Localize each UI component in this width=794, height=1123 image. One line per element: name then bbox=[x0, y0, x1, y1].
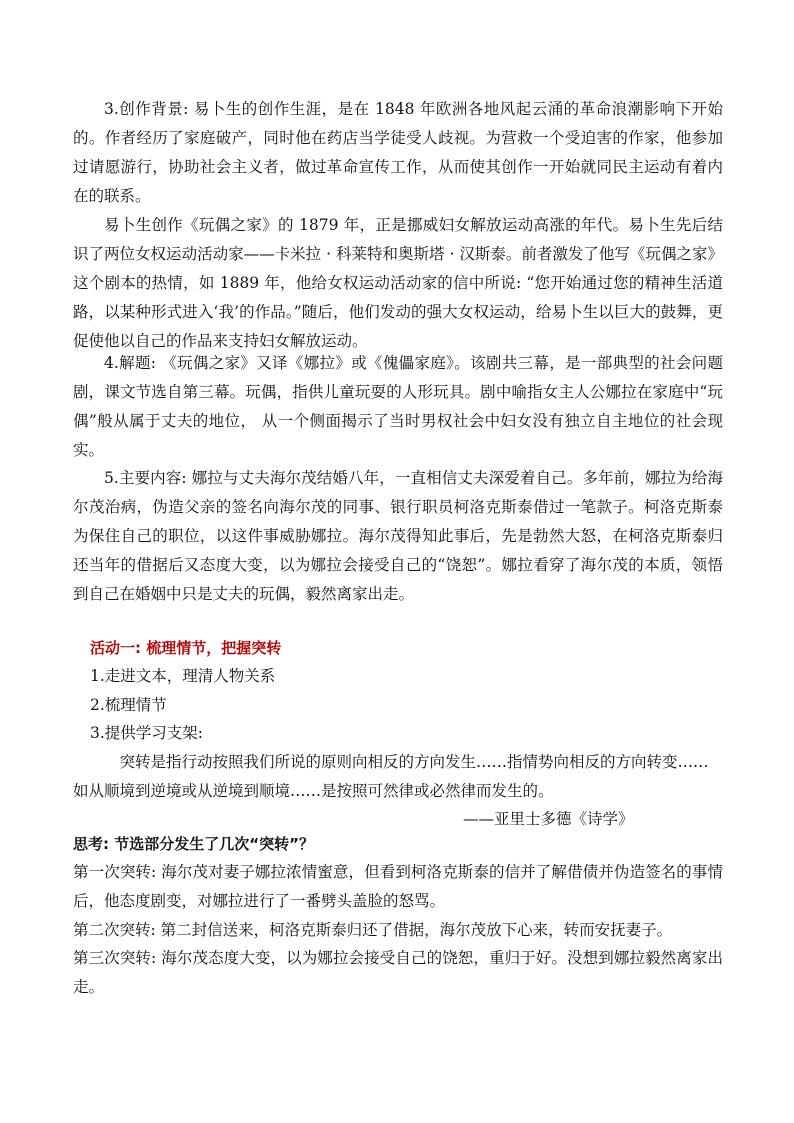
paragraph-creation-context: 易卜生创作《玩偶之家》的 1879 年，正是挪威妇女解放运动高涨的年代。易卜生先后结识了两位女权运动活动家——卡米拉 · 科莱特和奥斯塔 · 汉斯泰。前者激发了他写《玩偶之家》这个剧本的热情，如 1889 年，他给女权运动活动家的信中所说: “您开始通过您的精神生活道路，以某种形式进入‘我’的作品。”随后，他们发动的强大女权运动，给易卜生以巨大的鼓舞，更促使他以自己的作品来支持妇女解放运动。 bbox=[73, 216, 723, 350]
turn-2: 第二次突转: 第二封信送来，柯洛克斯泰归还了借据，海尔茂放下心来，转而安抚妻子。 bbox=[73, 921, 673, 939]
turn-1: 第一次突转: 海尔茂对妻子娜拉浓情蜜意，但看到柯洛克斯泰的信并了解借债并伪造签名的事情后，他态度剧变，对娜拉进行了一番劈头盖脸的怒骂。 bbox=[73, 863, 723, 910]
activity-item-3: 3.提供学习支架: bbox=[90, 724, 204, 742]
think-question: 思考: 节选部分发生了几次“突转”？ bbox=[73, 835, 314, 853]
activity-title: 活动一: 梳理情节，把握突转 bbox=[90, 639, 282, 657]
quote-citation: ——亚里士多德《诗学》 bbox=[463, 810, 634, 828]
turn-3: 第三次突转: 海尔茂态度大变，以为娜拉会接受自己的饶恕，重归于好。没想到娜拉毅然离家出走。 bbox=[73, 949, 723, 996]
reversal-quote: 突转是指行动按照我们所说的原则向相反的方向发生……指情势向相反的方向转变……如从顺境到逆境或从逆境到顺境……是按照可然律或必然律而发生的。 bbox=[73, 753, 709, 800]
paragraph-title-explanation: 4.解题: 《玩偶之家》又译《娜拉》或《傀儡家庭》。该剧共三幕，是一部典型的社会问题剧，课文节选自第三幕。玩偶，指供儿童玩耍的人形玩具。剧中喻指女主人公娜拉在家庭中“玩偶”般从属于丈夫的地位， 从一个侧面揭示了当时男权社会中妇女没有独立自主地位的社会现实。 bbox=[73, 354, 723, 459]
paragraph-main-content: 5.主要内容: 娜拉与丈夫海尔茂结婚八年，一直相信丈夫深爱着自己。多年前，娜拉为给海尔茂治病，伪造父亲的签名向海尔茂的同事、银行职员柯洛克斯泰借过一笔款子。柯洛克斯泰为保住自己的职位，以这件事威胁娜拉。海尔茂得知此事后，先是勃然大怒，在柯洛克斯泰归还当年的借据后又态度大变，以为娜拉会接受自己的“饶恕”。娜拉看穿了海尔茂的本质，领悟到自己在婚姻中只是丈夫的玩偶，毅然离家出走。 bbox=[73, 469, 723, 603]
activity-item-2: 2.梳理情节 bbox=[90, 696, 167, 714]
paragraph-creation-background: 3.创作背景: 易卜生的创作生涯，是在 1848 年欧洲各地风起云涌的革命浪潮影响下开始的。作者经历了家庭破产，同时他在药店当学徒受人歧视。为营救一个受迫害的作家，他参加过请愿游行，协助社会主义者，做过革命宣传工作，从而使其创作一开始就同民主运动有着内在的联系。 bbox=[73, 100, 723, 205]
activity-item-1: 1.走进文本，理清人物关系 bbox=[90, 667, 276, 685]
